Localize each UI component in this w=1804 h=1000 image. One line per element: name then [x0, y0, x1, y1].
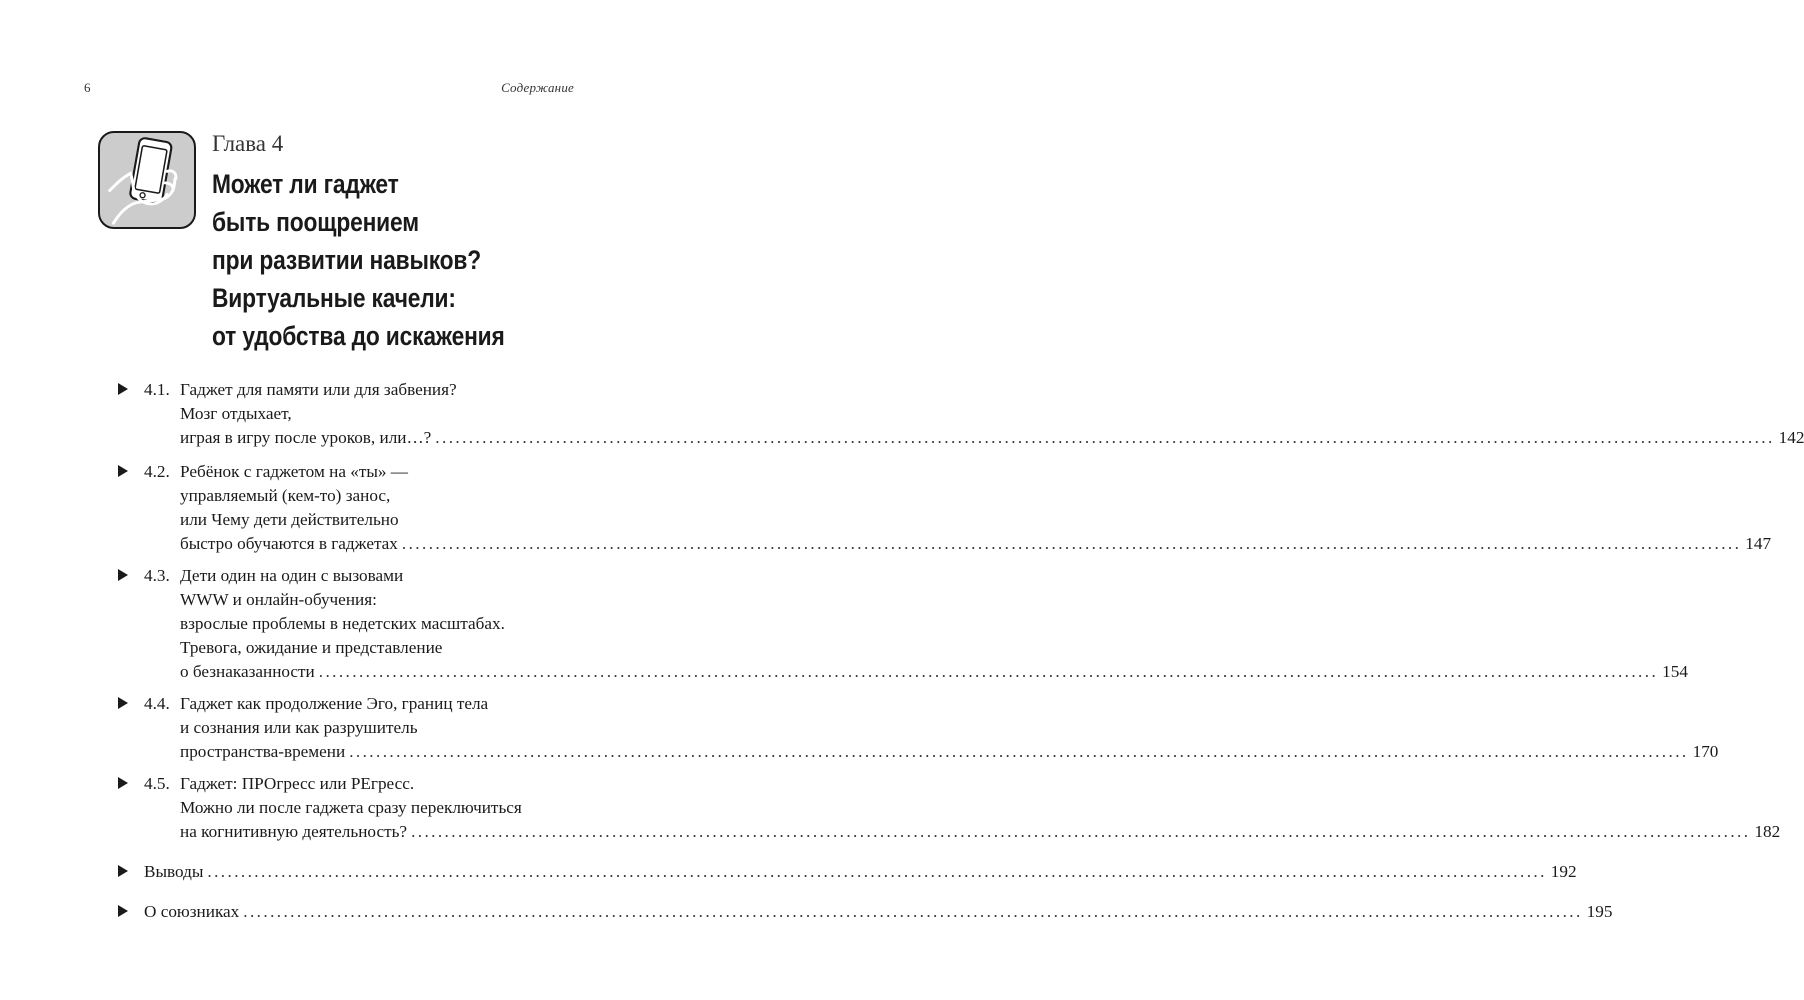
toc-entry-text	[180, 772, 1781, 844]
dot-leader: ........................................................................................................................................................................................................	[411, 822, 1751, 841]
toc-entry-line: О союзниках	[144, 902, 240, 921]
triangle-bullet-icon	[118, 465, 128, 477]
toc-entry-line: играя в игру после уроков, или…?	[180, 428, 432, 447]
chapter-title-line: Может ли гаджет	[212, 169, 399, 199]
dot-leader: ........................................................................................................................................................................................................	[349, 742, 1689, 761]
toc-entry-number: 4.2.	[144, 462, 170, 481]
toc-entry-line: Выводы	[144, 862, 204, 881]
toc-page-number: 195	[1586, 902, 1613, 921]
chapter-title-line: Виртуальные качели:	[212, 283, 456, 313]
toc-entry-line: управляемый (кем-то) занос,	[180, 486, 391, 505]
toc-entry-text	[144, 900, 1613, 924]
toc-entry-line: пространства-времени	[180, 742, 346, 761]
toc-entry-line: Гаджет: ПРОгресс или РЕгресс.	[180, 774, 415, 793]
toc-entry-text	[180, 692, 1719, 764]
dot-leader: ........................................................................................................................................................................................................	[207, 862, 1547, 881]
chapter-title-line: быть поощрением	[212, 207, 419, 237]
toc-entry-line: Ребёнок с гаджетом на «ты» —	[180, 462, 408, 481]
toc-page-number: 147	[1745, 534, 1772, 553]
triangle-bullet-icon	[118, 569, 128, 581]
chapter-label: Глава 4	[212, 131, 284, 156]
toc-entry-line: быстро обучаются в гаджетах	[180, 534, 398, 553]
toc-entry-number: 4.3.	[144, 566, 170, 585]
triangle-bullet-icon	[118, 697, 128, 709]
triangle-bullet-icon	[118, 865, 128, 877]
toc-entry-line: Дети один на один с вызовами	[180, 566, 404, 585]
toc-entry-line: взрослые проблемы в недетских масштабах.	[180, 614, 505, 633]
toc-entry[interactable]	[118, 692, 1719, 764]
hand-holding-phone-icon	[98, 131, 196, 229]
toc-entry-line: Тревога, ожидание и представление	[180, 638, 443, 657]
toc-entry-line: WWW и онлайн-обучения:	[180, 590, 377, 609]
dot-leader: ........................................................................................................................................................................................................	[401, 534, 1742, 553]
toc-page-number: 192	[1550, 862, 1577, 881]
running-head	[84, 80, 574, 98]
triangle-bullet-icon	[118, 905, 128, 917]
toc-entry-line: Можно ли после гаджета сразу переключиться	[180, 798, 522, 817]
toc-entry[interactable]	[118, 860, 1577, 884]
dot-leader: ........................................................................................................................................................................................................	[243, 902, 1583, 921]
toc-page-number: 154	[1662, 662, 1688, 681]
chapter-title-line: при развитии навыков?	[212, 245, 482, 275]
toc-entry-text	[180, 460, 1772, 556]
toc-entry[interactable]	[118, 460, 1772, 556]
toc-entry-line: или Чему дети действительно	[180, 510, 399, 529]
chapter-title-line: от удобства до искажения	[212, 321, 505, 351]
toc-page-number: 142	[1778, 428, 1804, 447]
toc-entry-line: и сознания или как разрушитель	[180, 718, 418, 737]
toc-entry-text	[180, 378, 1804, 450]
dot-leader: ........................................................................................................................................................................................................	[318, 662, 1659, 681]
toc-entry-line: Мозг отдыхает,	[180, 404, 292, 423]
toc-entry[interactable]	[118, 772, 1781, 844]
toc-entry-line: на когнитивную деятельность?	[180, 822, 408, 841]
dot-leader: ........................................................................................................................................................................................................	[435, 428, 1775, 447]
toc-entry[interactable]	[118, 900, 1613, 924]
toc-page-number: 170	[1692, 742, 1719, 761]
toc-entry-line: Гаджет как продолжение Эго, границ тела	[180, 694, 489, 713]
toc-entry-text	[180, 564, 1688, 684]
chapter-title	[212, 165, 565, 355]
toc-page-number: 182	[1754, 822, 1781, 841]
toc-entry-line: Гаджет для памяти или для забвения?	[180, 380, 457, 399]
running-section-title: Содержание	[501, 80, 574, 95]
triangle-bullet-icon	[118, 383, 128, 395]
toc-entry-number: 4.4.	[144, 694, 170, 713]
toc-entry-number: 4.5.	[144, 774, 170, 793]
toc-entry[interactable]	[118, 378, 1804, 450]
toc-entry[interactable]	[118, 564, 1688, 684]
toc-entry-text	[144, 860, 1577, 884]
triangle-bullet-icon	[118, 777, 128, 789]
toc-entry-line: о безнаказанности	[180, 662, 315, 681]
toc-entry-number: 4.1.	[144, 380, 170, 399]
page-number: 6	[84, 80, 91, 95]
